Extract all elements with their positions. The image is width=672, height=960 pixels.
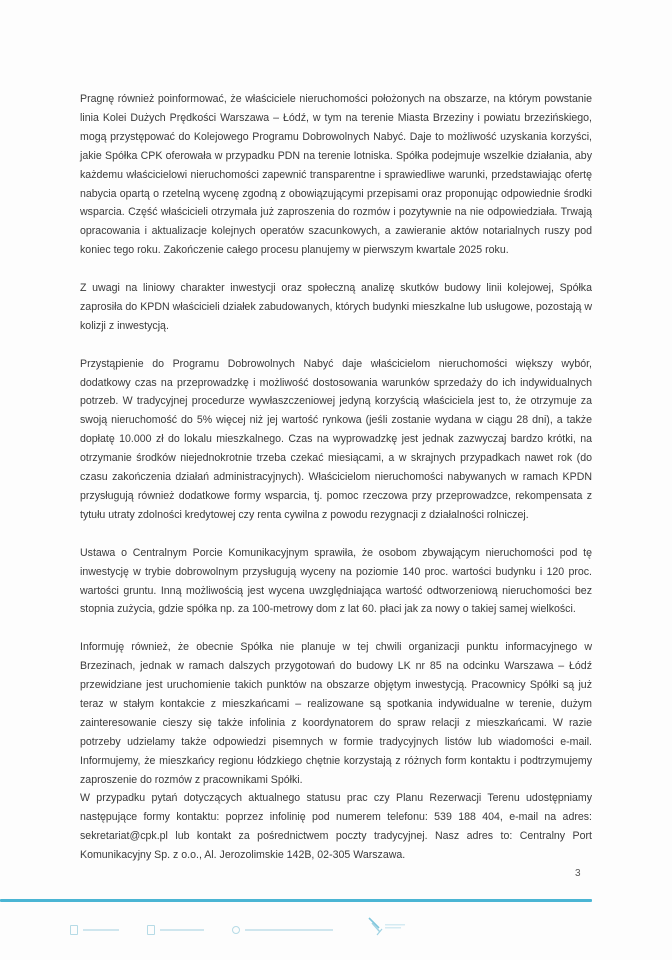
- paragraph-program-benefits: Przystąpienie do Programu Dobrowolnych Nabyć daje właścicielom nieruchomości większy wybór, dodatkowy czas na przeprowadzkę i możliwość dostosowania warunków sprzedaży do ich indywidualnych potrzeb. W tradycyjnej procedurze wywłaszczeniowej jedyną korzyścią właściciela jest to, że otrzymuje za swoją nieruchomość do 5% więcej niż jej wartość rynkowa (jeśli zostanie wydana w ciągu 28 dni), a także dopłatę 10.000 zł do lokalu mieszkalnego. Czas na wyprowadzkę jest jednak zazwyczaj bardzo krótki, na otrzymanie środków niejednokrotnie trzeba czekać miesiącami, a w skrajnych przypadkach nawet rok (do czasu zakończenia działań administracyjnych). Właścicielom nieruchomości nabywanych w ramach KPDN przysługują również dodatkowe formy wsparcia, tj. pomoc rzeczowa przy przeprowadzce, rekompensata z tytułu utraty zdolności kredytowej czy renta cywilna z powodu rezygnacji z działalności rolniczej.: [80, 357, 592, 521]
- footer-contact-strip: [70, 920, 333, 940]
- paragraph-kpdn-invitation: Z uwagi na liniowy charakter inwestycji oraz społeczną analizę skutków budowy linii kolejowej, Spółka zaprosiła do KPDN właścicieli działek zabudowanych, których budynki mieszkalne lub usługowe, pozostają w kolizji z inwestycją.: [80, 282, 592, 332]
- cpk-logo: [365, 915, 415, 941]
- logo-stroke-1: [369, 918, 379, 928]
- footer-divider: [0, 899, 592, 902]
- paragraph-pdn-program: Pragnę również poinformować, że właściciele nieruchomości położonych na obszarze, na którym powstanie linia Kolei Dużych Prędkości Warszawa – Łódź, w tym na terenie Miasta Brzeziny i powiatu brzezińskiego, mogą przystępować do Kolejowego Programu Dobrowolnych Nabyć. Daje to możliwość uzyskania korzyści, jakie Spółka CPK oferowała w przypadku PDN na terenie lotniska. Spółka podejmuje wszelkie działania, aby każdemu właścicielowi nieruchomości zapewnić transparentne i sprawiedliwe warunki, przedstawiając ofertę nabycia opartą o rzetelną wycenę zgodną z obowiązującymi przepisami oraz proponując odpowiednie środki wsparcia. Część właścicieli otrzymała już zaproszenia do rozmów i pozytywnie na nie odpowiedziała. Trwają opracowania i aktualizacje kolejnych operatów szacunkowych, a zawieranie aktów notarialnych ruszy pod koniec tego roku. Zakończenie całego procesu planujemy w pierwszym kwartale 2025 roku.: [80, 93, 592, 257]
- footer-email: [147, 925, 204, 935]
- paragraph-contact: W przypadku pytań dotyczących aktualnego statusu prac czy Planu Rezerwacji Terenu udostępniamy następujące formy kontaktu: poprzez infolinię pod numerem telefonu: 539 188 404, e-mail na adres: sekretariat@cpk.pl lub kontakt za pośrednictwem poczty tradycyjnej. Nasz adres to: Centralny Port Komunikacyjny Sp. z o.o., Al. Jerozolimskie 142B, 02-305 Warszawa.: [80, 792, 592, 862]
- letter-body: [80, 90, 592, 865]
- faint-phone-text: [83, 929, 119, 931]
- mail-icon: [147, 925, 155, 935]
- footer-address: [232, 926, 333, 934]
- paragraph-info-point: Informuję również, że obecnie Spółka nie planuje w tej chwili organizacji punktu informacyjnego w Brzezinach, jednak w ramach dalszych przygotowań do budowy LK nr 85 na odcinku Warszawa – Łódź przewidziane jest uruchomienie takich punktów na obszarze objętym inwestycją. Pracownicy Spółki są już teraz w stałym kontakcie z mieszkańcami – realizowane są spotkania indywidualne w terenie, dużym zainteresowanie cieszy się także infolinia z koordynatorem do spraw relacji z mieszkańcami. W razie potrzeby udzielamy także odpowiedzi pisemnych w formie tradycyjnych listów lub wiadomości e-mail. Informujemy, że mieszkańcy regionu łódzkiego chętnie korzystają z różnych form kontaktu i podtrzymujemy zaproszenie do rozmów z pracownikami Spółki.: [80, 641, 592, 786]
- page-number: 3: [575, 868, 581, 879]
- faint-email-text: [160, 929, 204, 931]
- logo-text-line-1: [385, 924, 405, 926]
- paragraph-cpk-act-valuation: Ustawa o Centralnym Porcie Komunikacyjnym sprawiła, że osobom zbywającym nieruchomości pod tę inwestycję w trybie dobrowolnym przysługują wyceny na poziomie 140 proc. wartości budynku i 120 proc. wartości gruntu. Inną możliwością jest wycena uwzględniająca wartość odtworzeniową nieruchomości bez stopnia zużycia, gdzie spółka np. za 100-metrowy dom z lat 60. płaci jak za nowy o takiej samej wielkości.: [80, 546, 592, 616]
- location-icon: [232, 926, 240, 934]
- faint-address-text: [245, 929, 333, 931]
- phone-icon: [70, 925, 78, 935]
- logo-text-line-2: [385, 927, 401, 929]
- footer-phone: [70, 925, 119, 935]
